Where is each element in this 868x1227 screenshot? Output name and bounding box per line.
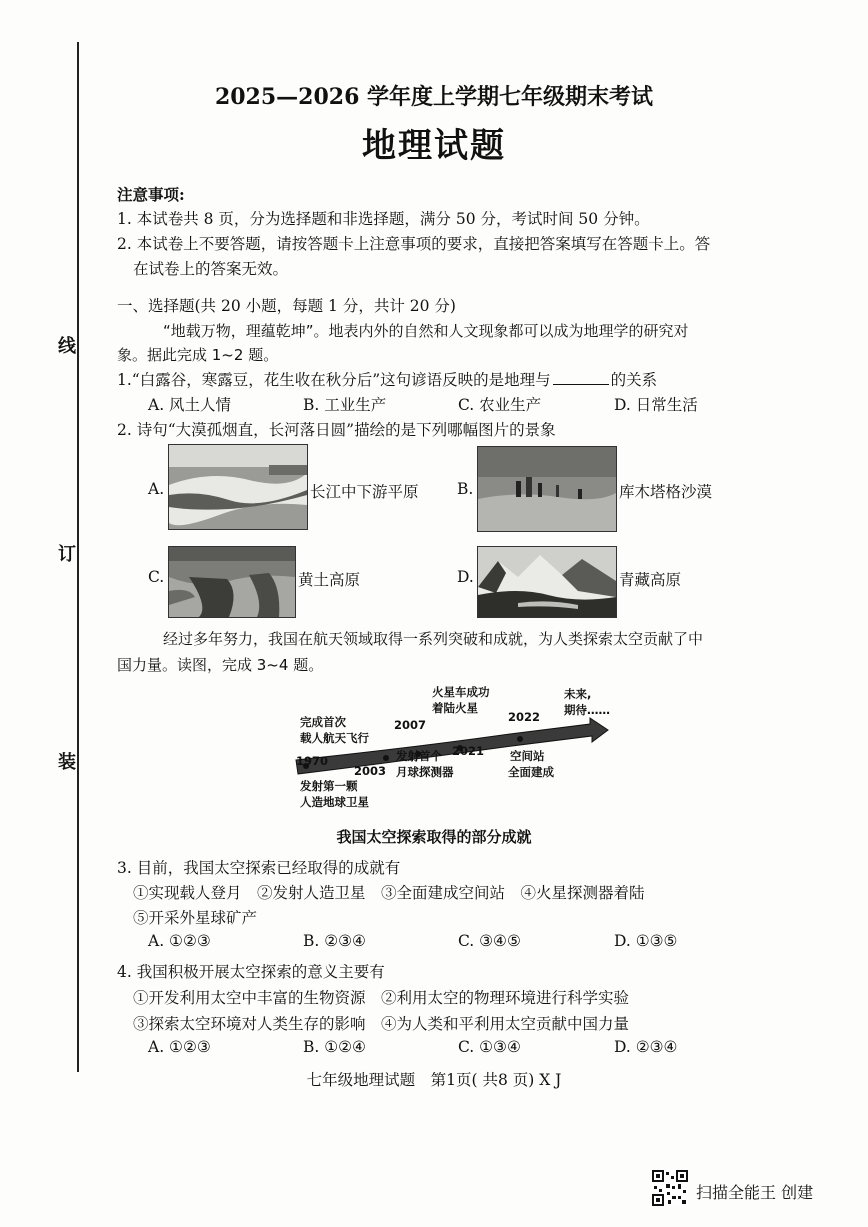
q1-option-d: D. 日常生活: [614, 396, 698, 414]
timeline-event-2003-a: 完成首次: [300, 715, 346, 729]
q4-option-a: A. ①②③: [148, 1038, 211, 1056]
page-footer: 七年级地理试题 第1页( 共8 页) X J: [306, 1071, 562, 1089]
q2-option-c-letter: C.: [148, 568, 165, 586]
timeline-event-2022-b: 全面建成: [508, 765, 554, 779]
timeline-year-1970: 1970: [296, 754, 329, 768]
q4-stem: 4. 我国积极开展太空探索的意义主要有: [117, 963, 385, 981]
timeline-event-2021-b: 着陆火星: [432, 701, 478, 715]
timeline-year-2021: 2021: [452, 744, 485, 758]
subject-title: 地理试题: [362, 126, 506, 166]
timeline-year-2003: 2003: [354, 764, 387, 778]
q3-stem: 3. 目前，我国太空探索已经取得的成就有: [117, 859, 401, 877]
section1-intro-line1: “地载万物，理蕴乾坤”。地表内外的自然和人文现象都可以成为地理学的研究对: [163, 322, 689, 340]
q4-items-line2: ③探索太空环境对人类生存的影响 ④为人类和平利用太空贡献中国力量: [133, 1015, 630, 1033]
timeline-event-2007-b: 月球探测器: [396, 765, 454, 779]
q1-option-a: A. 风土人情: [148, 396, 232, 414]
timeline-future-a: 未来,: [564, 687, 592, 701]
q2-option-d-photo: [477, 546, 617, 618]
q2-option-a-photo: [168, 444, 308, 530]
q4-option-c: C. ①③④: [458, 1038, 521, 1056]
timeline-caption: 我国太空探索取得的部分成就: [336, 828, 532, 846]
q3-items-line2: ⑤开采外星球矿产: [133, 909, 258, 927]
notice-item-1: 1. 本试卷共 8 页，分为选择题和非选择题，满分 50 分，考试时间 50 分钟。: [117, 210, 650, 228]
q1-stem-before: 1.“白露谷，寒露豆，花生收在秋分后”这句谚语反映的是地理与: [117, 371, 551, 389]
binding-char-mid: 订: [58, 544, 76, 565]
q2-option-c-caption: 黄土高原: [298, 571, 361, 589]
binding-char-top: 线: [58, 336, 76, 357]
qr-code-icon: [652, 1170, 688, 1206]
q2-option-b-caption: 库木塔格沙漠: [619, 483, 713, 501]
timeline-event-1970-b: 人造地球卫星: [300, 795, 369, 809]
timeline-future-b: 期待……: [564, 703, 610, 717]
timeline-event-1970-a: 发射第一颗: [300, 779, 358, 793]
q1-stem-after: 的关系: [610, 371, 658, 389]
q4-option-b: B. ①②④: [303, 1038, 366, 1056]
timeline-year-2007: 2007: [394, 718, 427, 732]
timeline-year-2022: 2022: [508, 710, 541, 724]
binding-char-bottom: 装: [58, 752, 76, 773]
scanner-brand: 扫描全能王 创建: [696, 1183, 814, 1202]
q2-option-b-photo: [477, 446, 617, 532]
q1-option-c: C. 农业生产: [458, 396, 542, 414]
q2-option-d-letter: D.: [457, 568, 474, 586]
q1-option-b: B. 工业生产: [303, 396, 387, 414]
notice-item-2-line2: 在试卷上的答案无效。: [133, 260, 289, 278]
timeline-event-2003-b: 载人航天飞行: [300, 731, 369, 745]
q4-items-line1: ①开发利用太空中丰富的生物资源 ②利用太空的物理环境进行科学实验: [133, 989, 630, 1007]
q2-stem: 2. 诗句“大漠孤烟直，长河落日圆”描绘的是下列哪幅图片的景象: [117, 421, 556, 439]
notice-heading: 注意事项:: [117, 185, 185, 204]
q2-option-a-caption: 长江中下游平原: [310, 483, 419, 501]
q2-option-c-photo: [168, 546, 296, 618]
q3-option-c: C. ③④⑤: [458, 932, 521, 950]
q3-items-line1: ①实现载人登月 ②发射人造卫星 ③全面建成空间站 ④火星探测器着陆: [133, 884, 645, 902]
timeline-event-2022-a: 空间站: [510, 749, 545, 763]
q3-option-a: A. ①②③: [148, 932, 211, 950]
timeline-figure: [290, 678, 630, 818]
q2-option-b-letter: B.: [457, 480, 474, 498]
section1-heading: 一、选择题(共 20 小题，每题 1 分，共计 20 分): [117, 297, 456, 315]
q4-option-d: D. ②③④: [614, 1038, 678, 1056]
timeline-event-2007-a: 发射首个: [396, 749, 442, 763]
q1-stem: [117, 368, 657, 390]
q2-option-d-caption: 青藏高原: [619, 571, 682, 589]
q3-option-b: B. ②③④: [303, 932, 366, 950]
timeline-event-2021-a: 火星车成功: [432, 685, 490, 699]
q2-option-a-letter: A.: [148, 480, 165, 498]
binding-line: [77, 42, 79, 1072]
q1-answer-blank: [553, 370, 609, 385]
passage2-line1: 经过多年努力，我国在航天领域取得一系列突破和成就，为人类探索太空贡献了中: [163, 630, 704, 648]
passage2-line2: 国力量。读图，完成 3~4 题。: [117, 656, 324, 674]
q3-option-d: D. ①③⑤: [614, 932, 678, 950]
section1-intro-line2: 象。据此完成 1~2 题。: [117, 346, 279, 364]
notice-item-2-line1: 2. 本试卷上不要答题，请按答题卡上注意事项的要求，直接把答案填写在答题卡上。答: [117, 235, 711, 253]
exam-title: 2025—2026 学年度上学期七年级期末考试: [214, 84, 654, 110]
